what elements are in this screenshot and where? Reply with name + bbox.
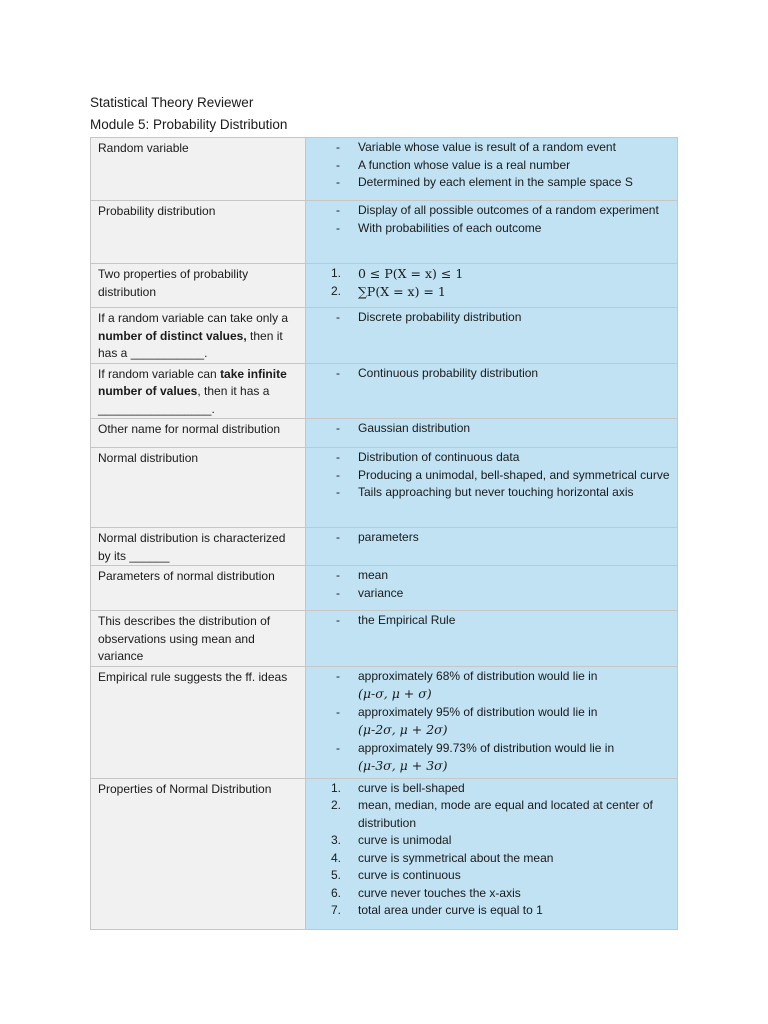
list-item: - variance [336, 585, 404, 600]
list-item: - Gaussian distribution [336, 421, 471, 435]
list-item: - Variable whose value is result of a random event [336, 140, 616, 154]
table-row [91, 666, 678, 778]
list-item: 6. curve never touches the x-axis [331, 885, 521, 900]
question-cell: Normal distribution [91, 448, 306, 528]
answer-cell [306, 201, 678, 264]
answer-cell [306, 566, 678, 611]
table-row [91, 138, 678, 201]
answer-cell [306, 778, 678, 929]
reviewer-table [90, 137, 678, 930]
table-row [91, 611, 678, 667]
question-cell: Normal distribution is characterized by its ______ [91, 528, 306, 566]
list-item: 7. total area under curve is equal to 1 [331, 903, 543, 917]
table-row [91, 419, 678, 448]
table-row [91, 264, 678, 308]
list-item: 1. 0 ≤ P(X = x) ≤ 1 [331, 266, 464, 281]
list-item: 3. curve is unimodal [331, 833, 452, 847]
list-item: - Discrete probability distribution [336, 310, 522, 324]
list-item: - approximately 68% of distribution would lie in (μ-σ, μ + σ) [336, 668, 598, 701]
list-item: 2. ∑P(X = x) = 1 [331, 283, 446, 299]
answer-cell [306, 611, 678, 667]
module-title: Module 5: Probability Distribution [90, 117, 288, 132]
answer-cell [306, 419, 678, 448]
answer-cell [306, 448, 678, 528]
question-cell: Probability distribution [91, 201, 306, 264]
list-item: - approximately 95% of distribution would lie in (μ-2σ, μ + 2σ) [336, 704, 598, 737]
answer-cell [306, 264, 678, 308]
list-item: - parameters [336, 530, 419, 544]
list-item: - Distribution of continuous data [336, 450, 520, 464]
list-item: - mean [336, 568, 389, 582]
list-item: - the Empirical Rule [336, 613, 456, 627]
table-row [91, 201, 678, 264]
table-row [91, 308, 678, 364]
question-cell: If a random variable can take only a number of distinct values, then it has a ___________. [91, 308, 306, 364]
table-row [91, 566, 678, 611]
answer-cell [306, 363, 678, 419]
list-item: - Determined by each element in the sample space S [336, 175, 633, 189]
table-row [91, 778, 678, 929]
table-row [91, 528, 678, 566]
list-item: - Continuous probability distribution [336, 365, 539, 380]
table-row [91, 363, 678, 419]
list-item: - Display of all possible outcomes of a random experiment [336, 203, 659, 217]
document-title: Statistical Theory Reviewer [90, 95, 254, 110]
answer-cell [306, 666, 678, 778]
list-item: - Producing a unimodal, bell-shaped, and symmetrical curve [336, 467, 670, 482]
table-row [91, 448, 678, 528]
answer-cell [306, 308, 678, 364]
list-item: 1. curve is bell-shaped [331, 780, 465, 795]
question-cell: Random variable [91, 138, 306, 201]
question-cell: This describes the distribution of observations using mean and variance [91, 611, 306, 667]
list-item: 2. mean, median, mode are equal and located at center of distribution [331, 798, 653, 830]
list-item: 5. curve is continuous [331, 868, 461, 882]
question-cell: Two properties of probability distribution [91, 264, 306, 308]
question-cell: Empirical rule suggests the ff. ideas [91, 666, 306, 778]
list-item: - approximately 99.73% of distribution would lie in (μ-3σ, μ + 3σ) [336, 740, 615, 773]
question-cell: Parameters of normal distribution [91, 566, 306, 611]
list-item: - With probabilities of each outcome [336, 220, 542, 235]
list-item: - A function whose value is a real number [336, 157, 571, 172]
question-cell: If random variable can take infinite number of values, then it has a _________________. [91, 363, 306, 419]
answer-cell [306, 528, 678, 566]
answer-cell [306, 138, 678, 201]
list-item: 4. curve is symmetrical about the mean [331, 850, 554, 865]
list-item: - Tails approaching but never touching horizontal axis [336, 485, 634, 499]
question-cell: Other name for normal distribution [91, 419, 306, 448]
question-cell: Properties of Normal Distribution [91, 778, 306, 929]
